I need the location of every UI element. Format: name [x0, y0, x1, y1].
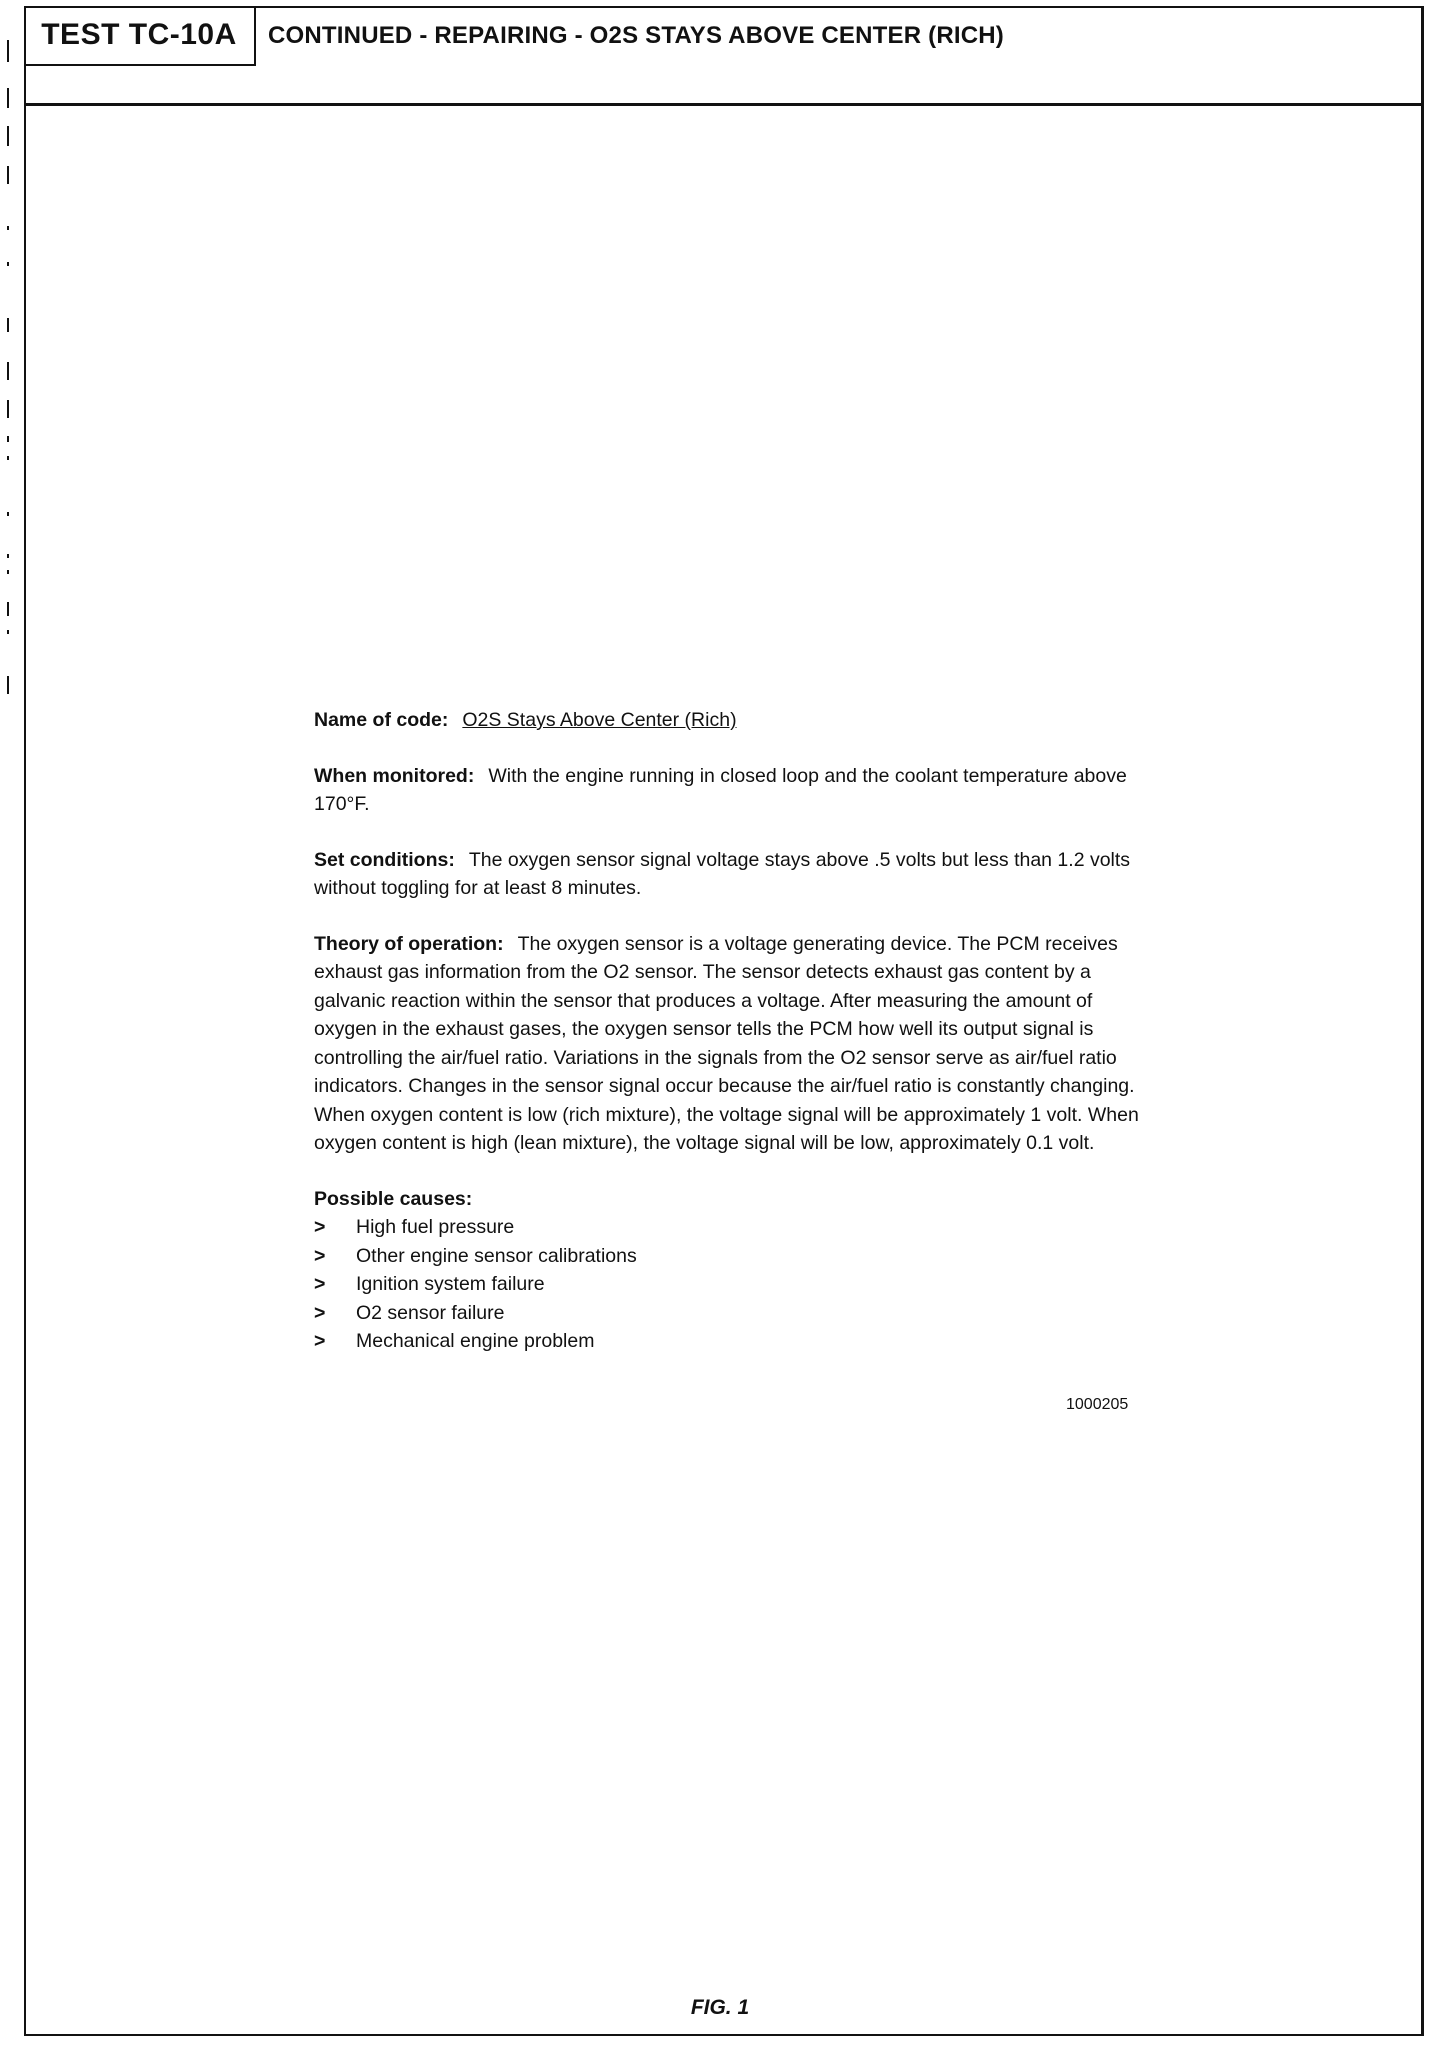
list-item: [314, 1270, 1144, 1299]
when-monitored-text: With the engine running in closed loop and the coolant temperature above 170°F.: [314, 764, 1127, 815]
cause-text: Mechanical engine problem: [356, 1330, 595, 1352]
bullet-marker: >: [314, 1301, 326, 1324]
bullet-marker: >: [314, 1216, 326, 1238]
name-of-code: [314, 706, 1144, 735]
bullet-marker: >: [314, 1273, 326, 1295]
set-conditions: [314, 846, 1144, 903]
bullet-marker: >: [314, 1330, 326, 1352]
theory-of-operation-text: The oxygen sensor is a voltage generating device. The PCM receives exhaust gas information from the O2 sensor. The sensor detects exhaust gas content by a galvanic reaction within the sensor that produces a voltage. After measuring the amount of oxygen in the exhaust gases, the oxygen sensor tells the PCM how well its output signal is controlling the air/fuel ratio. Variations in the signals from the O2 sensor serve as air/fuel ratio indicators. Changes in the sensor signal occur because the air/fuel ratio is constantly changing. When oxygen content is low (rich mixture), the voltage signal will be approximately 1 volt. When oxygen content is high (lean mixture), the voltage signal will be low, approximately 0.1 volt.: [314, 932, 1139, 1154]
figure-content: [314, 706, 1144, 1356]
possible-causes: [314, 1185, 1144, 1356]
list-item: [314, 1327, 1144, 1356]
reference-number: 1000205: [1066, 1396, 1129, 1413]
page-title: CONTINUED - REPAIRING - O2S STAYS ABOVE CENTER (RICH): [268, 22, 1004, 49]
when-monitored: [314, 762, 1144, 819]
theory-of-operation-label: Theory of operation:: [314, 932, 504, 955]
bullet-marker: >: [314, 1244, 326, 1267]
when-monitored-label: When monitored:: [314, 764, 475, 787]
theory-of-operation: [314, 930, 1144, 1158]
cause-text: High fuel pressure: [356, 1216, 515, 1238]
list-item: [314, 1242, 1144, 1271]
binding-marks: [0, 0, 18, 720]
page-header: [24, 6, 1424, 106]
list-item: [314, 1299, 1144, 1328]
causes-list: [314, 1213, 1144, 1356]
cause-text: Ignition system failure: [356, 1273, 545, 1295]
cause-text: O2 sensor failure: [356, 1301, 505, 1324]
test-id: TEST TC-10A: [24, 6, 256, 66]
cause-text: Other engine sensor calibrations: [356, 1244, 637, 1267]
name-of-code-value: O2S Stays Above Center (Rich): [462, 709, 737, 731]
figure-caption: FIG. 1: [690, 1996, 750, 2019]
set-conditions-text: The oxygen sensor signal voltage stays above .5 volts but less than 1.2 volts without toggling for at least 8 minutes.: [314, 848, 1131, 899]
possible-causes-label: Possible causes:: [314, 1187, 473, 1210]
list-item: [314, 1213, 1144, 1242]
name-of-code-label: Name of code:: [314, 709, 449, 731]
set-conditions-label: Set conditions:: [314, 848, 455, 871]
